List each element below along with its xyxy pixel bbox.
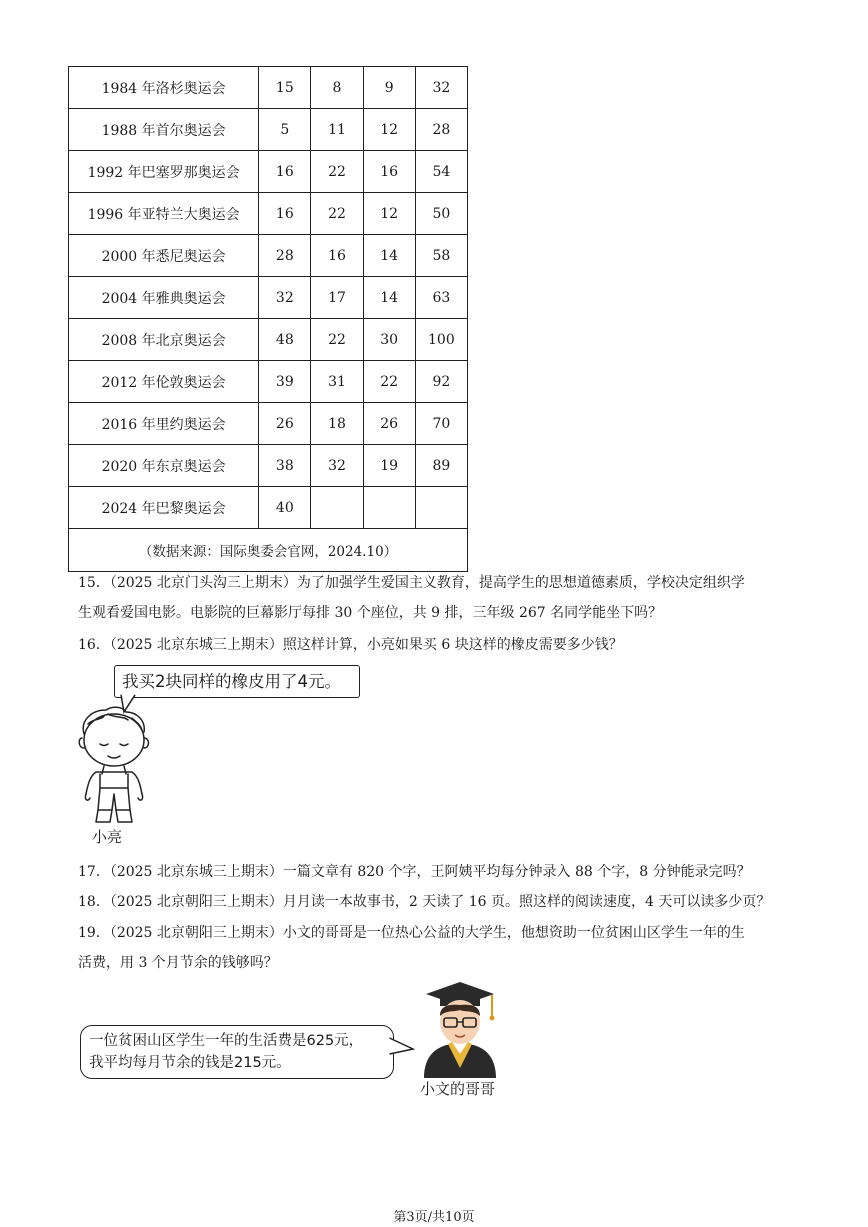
medal-count-cell: 15 bbox=[259, 67, 311, 109]
medal-count-cell: 39 bbox=[259, 361, 311, 403]
medal-count-cell: 16 bbox=[259, 193, 311, 235]
medal-count-cell: 70 bbox=[415, 403, 467, 445]
brother-bubble-tail bbox=[389, 1036, 415, 1058]
question-19 bbox=[78, 918, 794, 978]
table-row bbox=[69, 361, 468, 403]
games-name-cell: 1988 年首尔奥运会 bbox=[69, 109, 259, 151]
xiaoliang-illustration bbox=[74, 704, 160, 828]
table-row bbox=[69, 67, 468, 109]
medal-count-cell bbox=[363, 487, 415, 529]
question-15 bbox=[78, 568, 794, 628]
medal-count-cell: 28 bbox=[259, 235, 311, 277]
games-name-cell: 2020 年东京奥运会 bbox=[69, 445, 259, 487]
medal-count-cell: 17 bbox=[311, 277, 363, 319]
medal-count-cell: 32 bbox=[415, 67, 467, 109]
question-19-line2: 活费，用 3 个月节余的钱够吗？ bbox=[78, 955, 278, 971]
medal-count-cell: 9 bbox=[363, 67, 415, 109]
games-name-cell: 2016 年里约奥运会 bbox=[69, 403, 259, 445]
table-source-row bbox=[69, 529, 468, 572]
medal-count-cell: 11 bbox=[311, 109, 363, 151]
medal-count-cell: 32 bbox=[311, 445, 363, 487]
medal-count-cell: 12 bbox=[363, 109, 415, 151]
medal-count-cell: 22 bbox=[311, 151, 363, 193]
question-19-line1: 19．（2025 北京朝阳三上期末）小文的哥哥是一位热心公益的大学生，他想资助一位贫困山区学生一年的生 bbox=[78, 925, 745, 941]
medal-count-cell bbox=[311, 487, 363, 529]
games-name-cell: 2004 年雅典奥运会 bbox=[69, 277, 259, 319]
medal-count-cell: 48 bbox=[259, 319, 311, 361]
games-name-cell: 2008 年北京奥运会 bbox=[69, 319, 259, 361]
games-name-cell: 2000 年悉尼奥运会 bbox=[69, 235, 259, 277]
games-name-cell: 1984 年洛杉奥运会 bbox=[69, 67, 259, 109]
brother-speech-line2: 我平均每月节余的钱是215元。 bbox=[89, 1055, 291, 1071]
medal-count-cell: 22 bbox=[311, 193, 363, 235]
medal-count-cell: 26 bbox=[259, 403, 311, 445]
table-row bbox=[69, 151, 468, 193]
medal-count-cell: 28 bbox=[415, 109, 467, 151]
medal-count-cell: 63 bbox=[415, 277, 467, 319]
medal-count-cell: 16 bbox=[311, 235, 363, 277]
table-row bbox=[69, 109, 468, 151]
table-row bbox=[69, 487, 468, 529]
medal-count-cell: 30 bbox=[363, 319, 415, 361]
medal-count-cell: 18 bbox=[311, 403, 363, 445]
medal-count-cell: 40 bbox=[259, 487, 311, 529]
table-row bbox=[69, 277, 468, 319]
medal-count-cell: 58 bbox=[415, 235, 467, 277]
medal-count-cell: 50 bbox=[415, 193, 467, 235]
brother-caption: 小文的哥哥 bbox=[420, 1080, 496, 1098]
brother-speech-bubble bbox=[80, 1025, 394, 1079]
page-footer: 第3页/共10页 bbox=[393, 1210, 475, 1225]
olympic-medal-table bbox=[68, 66, 468, 572]
medal-count-cell: 16 bbox=[363, 151, 415, 193]
medal-count-cell: 19 bbox=[363, 445, 415, 487]
games-name-cell: 2024 年巴黎奥运会 bbox=[69, 487, 259, 529]
xiaoliang-caption: 小亮 bbox=[92, 828, 123, 846]
medal-count-cell: 12 bbox=[363, 193, 415, 235]
games-name-cell: 2012 年伦敦奥运会 bbox=[69, 361, 259, 403]
medal-count-cell: 5 bbox=[259, 109, 311, 151]
question-15-line2: 生观看爱国电影。电影院的巨幕影厅每排 30 个座位，共 9 排，三年级 267 名同学能坐下吗？ bbox=[78, 605, 663, 621]
medal-count-cell: 8 bbox=[311, 67, 363, 109]
table-row bbox=[69, 319, 468, 361]
table-row bbox=[69, 445, 468, 487]
medal-count-cell: 22 bbox=[311, 319, 363, 361]
medal-count-cell: 92 bbox=[415, 361, 467, 403]
question-17: 17．（2025 北京东城三上期末）一篇文章有 820 个字，王阿姨平均每分钟录入 88 个字，8 分钟能录完吗？ bbox=[78, 864, 751, 880]
question-15-line1: 15．（2025 北京门头沟三上期末）为了加强学生爱国主义教育，提高学生的思想道德素质，学校决定组织学 bbox=[78, 575, 745, 591]
medal-count-cell: 38 bbox=[259, 445, 311, 487]
question-16: 16．（2025 北京东城三上期末）照这样计算，小亮如果买 6 块这样的橡皮需要多少钱？ bbox=[78, 637, 623, 653]
graduate-brother-illustration bbox=[418, 978, 502, 1078]
games-name-cell: 1992 年巴塞罗那奥运会 bbox=[69, 151, 259, 193]
games-name-cell: 1996 年亚特兰大奥运会 bbox=[69, 193, 259, 235]
medal-count-cell: 54 bbox=[415, 151, 467, 193]
medal-count-cell bbox=[415, 487, 467, 529]
xiaoliang-speech-bubble bbox=[114, 665, 360, 698]
table-source-note: （数据来源：国际奥委会官网，2024.10） bbox=[69, 529, 468, 572]
table-row bbox=[69, 193, 468, 235]
medal-count-cell: 31 bbox=[311, 361, 363, 403]
medal-count-cell: 14 bbox=[363, 235, 415, 277]
table-row bbox=[69, 403, 468, 445]
medal-count-cell: 89 bbox=[415, 445, 467, 487]
brother-speech-line1: 一位贫困山区学生一年的生活费是625元， bbox=[89, 1033, 364, 1049]
xiaoliang-speech-text: 我买2块同样的橡皮用了4元。 bbox=[122, 672, 341, 691]
medal-count-cell: 26 bbox=[363, 403, 415, 445]
medal-count-cell: 22 bbox=[363, 361, 415, 403]
medal-count-cell: 16 bbox=[259, 151, 311, 193]
medal-count-cell: 32 bbox=[259, 277, 311, 319]
table-row bbox=[69, 235, 468, 277]
medal-count-cell: 14 bbox=[363, 277, 415, 319]
medal-count-cell: 100 bbox=[415, 319, 467, 361]
question-18: 18．（2025 北京朝阳三上期末）月月读一本故事书，2 天读了 16 页。照这样的阅读速度，4 天可以读多少页？ bbox=[78, 894, 771, 910]
